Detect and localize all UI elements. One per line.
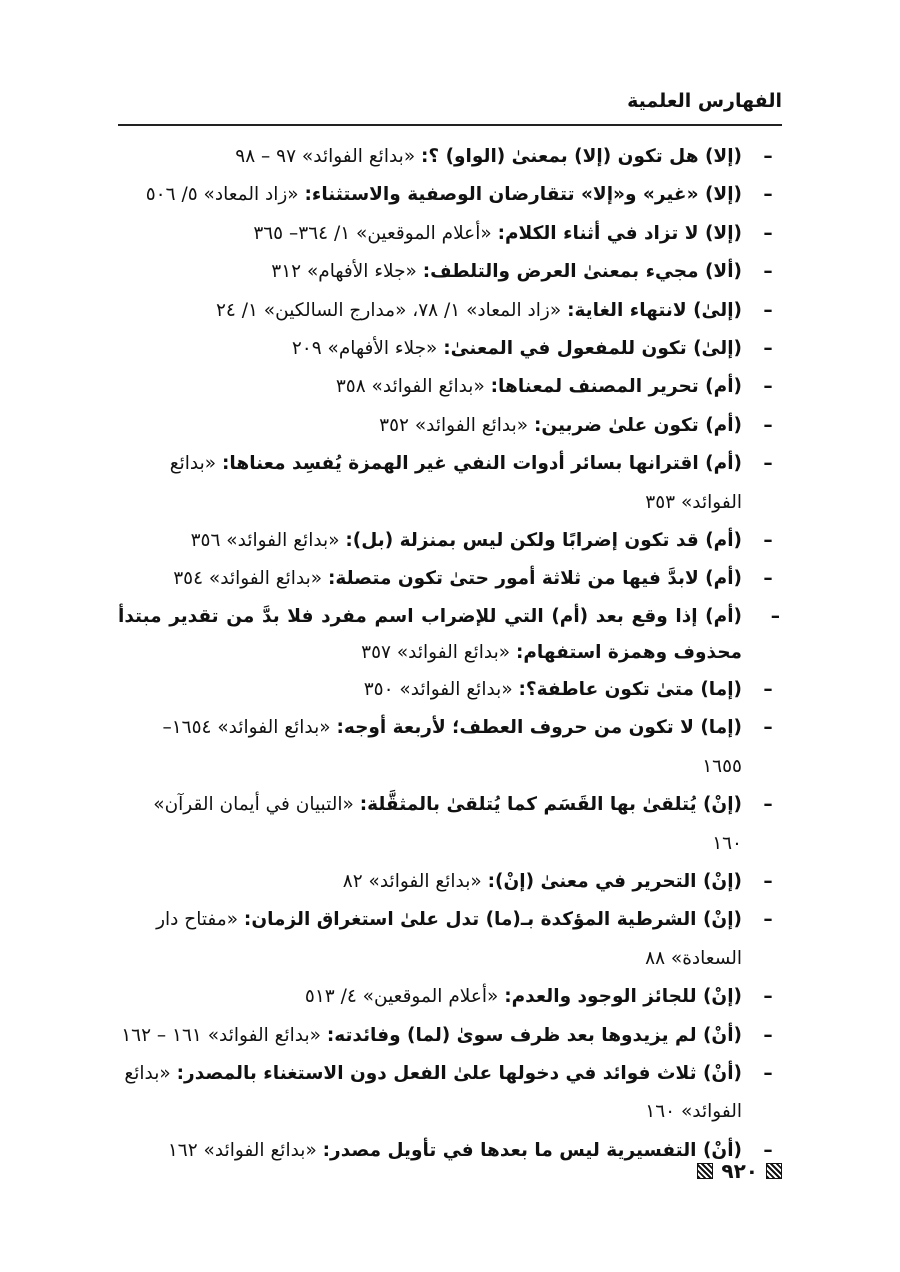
index-entry xyxy=(118,368,782,406)
entry-heading: (إنْ) للجائز الوجود والعدم: xyxy=(504,986,742,1008)
entry-reference: «بدائع الفوائد» ٨٢ xyxy=(342,870,482,892)
dash-bullet: – xyxy=(763,717,773,739)
dash-bullet: – xyxy=(763,299,773,321)
entry-heading: (إنْ) الشرطية المؤكدة بـ(ما) تدل علىٰ استغراق الزمان: xyxy=(243,909,742,931)
dash-bullet: – xyxy=(763,909,773,931)
entry-reference: «التبيان في أيمان القرآن» ١٦٠ xyxy=(153,794,742,854)
index-entry xyxy=(118,709,782,786)
index-entry xyxy=(118,253,782,291)
entry-heading: (إنْ) يُتلقىٰ بها القَسَم كما يُتلقىٰ بالمثقَّلة: xyxy=(359,794,742,816)
dash-bullet: – xyxy=(763,1062,773,1084)
index-entry xyxy=(118,522,782,560)
entry-heading: (أنْ) لم يزيدوها بعد ظرف سوىٰ (لما) وفائدته: xyxy=(326,1024,742,1046)
entry-reference: «بدائع الفوائد» ٣٥٧ xyxy=(361,641,511,663)
entry-heading: (إنْ) التحرير في معنىٰ (إنْ): xyxy=(487,870,742,892)
page-footer xyxy=(697,1158,782,1184)
index-entry xyxy=(118,1017,782,1055)
dash-bullet: – xyxy=(763,794,773,816)
dash-bullet: – xyxy=(763,338,773,360)
ornament-square-icon xyxy=(766,1163,782,1179)
entry-heading: (إلا) هل تكون (إلا) بمعنىٰ (الواو) ؟: xyxy=(421,146,742,167)
entry-reference: «مفتاح دار السعادة» ٨٨ xyxy=(156,909,742,969)
index-entry xyxy=(118,445,782,522)
index-entry xyxy=(118,215,782,253)
entry-reference: «بدائع الفوائد» ٣٥٨ xyxy=(335,376,485,398)
dash-bullet: – xyxy=(763,568,773,590)
entry-reference: «زاد المعاد» ١/ ٧٨، «مدارج السالكين» ١/ ٢٤ xyxy=(215,299,562,321)
index-entry xyxy=(118,1055,782,1132)
entry-heading: (أم) اقترانها بسائر أدوات النفي غير الهمزة يُفسِد معناها: xyxy=(222,453,742,475)
index-entry xyxy=(118,292,782,330)
entry-reference: «بدائع الفوائد» ١٦١ – ١٦٢ xyxy=(121,1024,321,1046)
entry-heading: (إلا) لا تزاد في أثناء الكلام: xyxy=(497,222,742,244)
entry-heading: (أم) قد تكون إضرابًا ولكن ليس بمنزلة (بل): xyxy=(345,530,742,552)
entry-heading: (إلىٰ) لانتهاء الغاية: xyxy=(567,299,742,321)
dash-bullet: – xyxy=(763,453,773,475)
dash-bullet: – xyxy=(763,414,773,436)
dash-bullet: – xyxy=(763,222,773,244)
entry-heading: (أنْ) ثلاث فوائد في دخولها علىٰ الفعل دون الاستغناء بالمصدر: xyxy=(176,1062,742,1084)
entry-heading: (ألا) مجيء بمعنىٰ العرض والتلطف: xyxy=(422,261,742,283)
index-entry xyxy=(118,138,782,176)
dash-bullet: – xyxy=(763,870,773,892)
index-entry xyxy=(118,560,782,598)
header-title: الفهارس العلمية xyxy=(627,90,782,112)
dash-bullet: – xyxy=(763,530,773,552)
dash-bullet: – xyxy=(763,146,773,167)
index-entry xyxy=(118,863,782,901)
index-entry xyxy=(118,671,782,709)
index-entry xyxy=(118,599,782,671)
entry-reference: «بدائع الفوائد» ٩٧ – ٩٨ xyxy=(235,146,416,167)
entry-reference: «زاد المعاد» ٥/ ٥٠٦ xyxy=(145,184,299,206)
dash-bullet: – xyxy=(763,986,773,1008)
entry-heading: (إلىٰ) تكون للمفعول في المعنىٰ: xyxy=(443,338,742,360)
entry-reference: «بدائع الفوائد» ٣٥٣ xyxy=(169,453,742,513)
entry-heading: (أم) تحرير المصنف لمعناها: xyxy=(490,376,742,398)
entry-heading: (أم) تكون علىٰ ضربين: xyxy=(533,414,742,436)
index-entry xyxy=(118,786,782,863)
index-entry xyxy=(118,176,782,214)
entry-reference: «بدائع الفوائد» ١٦٥٤– ١٦٥٥ xyxy=(162,717,742,777)
dash-bullet: – xyxy=(763,184,773,206)
index-entry xyxy=(118,330,782,368)
page-number: ٩٢٠ xyxy=(721,1159,758,1183)
entry-heading: (إما) لا تكون من حروف العطف؛ لأربعة أوجه: xyxy=(336,717,742,739)
dash-bullet: – xyxy=(763,261,773,283)
index-entry xyxy=(118,901,782,978)
entry-reference: «بدائع الفوائد» ١٦٠ xyxy=(124,1062,742,1123)
index-entry-list xyxy=(118,138,782,1170)
entry-heading: (أنْ) التفسيرية ليس ما بعدها في تأويل مصدر: xyxy=(322,1139,742,1161)
entry-reference: «بدائع الفوائد» ١٦٢ xyxy=(167,1139,317,1161)
entry-heading: (أم) إذا وقع بعد (أم) التي للإضراب اسم مفرد فلا بدَّ من تقدير مبتدأ محذوف وهمزة استفهام: xyxy=(118,605,742,663)
entry-reference: «أعلام الموقعين» ١/ ٣٦٤– ٣٦٥ xyxy=(253,222,492,244)
entry-reference: «بدائع الفوائد» ٣٥٠ xyxy=(363,678,513,700)
dash-bullet: – xyxy=(763,1024,773,1046)
index-entry xyxy=(118,978,782,1016)
entry-heading: (إما) متىٰ تكون عاطفة؟: xyxy=(518,678,742,700)
entry-heading: (أم) لابدَّ فيها من ثلاثة أمور حتىٰ تكون متصلة: xyxy=(328,568,742,590)
entry-reference: «بدائع الفوائد» ٣٥٤ xyxy=(173,568,323,590)
entry-reference: «جلاء الأفهام» ٢٠٩ xyxy=(291,338,438,360)
dash-bullet: – xyxy=(763,678,773,700)
index-entry xyxy=(118,1132,782,1170)
entry-reference: «بدائع الفوائد» ٣٥٢ xyxy=(379,414,529,436)
dash-bullet: – xyxy=(763,1139,773,1161)
running-header xyxy=(118,84,782,126)
dash-bullet: – xyxy=(763,376,773,398)
ornament-square-icon xyxy=(697,1163,713,1179)
entry-heading: (إلا) «غير» و«إلا» تتقارضان الوصفية والاستثناء: xyxy=(304,184,742,206)
entry-reference: «جلاء الأفهام» ٣١٢ xyxy=(271,261,417,283)
entry-reference: «بدائع الفوائد» ٣٥٦ xyxy=(190,530,340,552)
entry-reference: «أعلام الموقعين» ٤/ ٥١٣ xyxy=(304,986,499,1008)
index-entry xyxy=(118,407,782,445)
dash-bullet: – xyxy=(770,605,780,627)
